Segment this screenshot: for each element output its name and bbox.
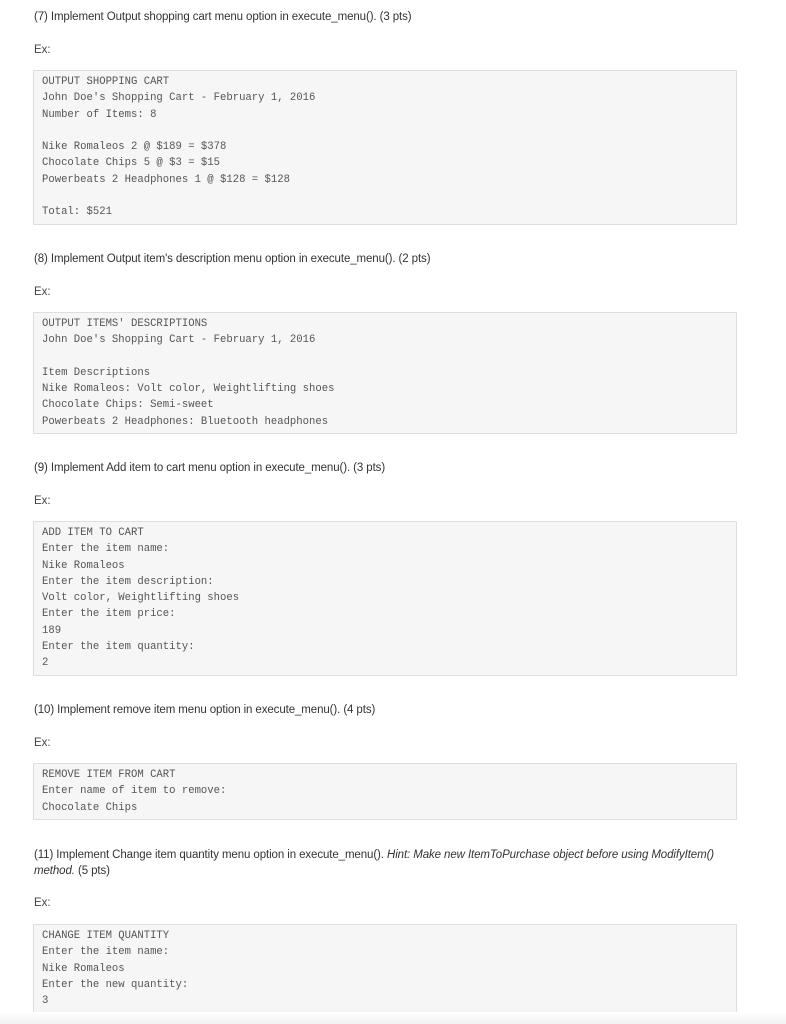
section-11-heading — [34, 847, 734, 879]
section-10-code-example — [33, 763, 737, 820]
code-line: Nike Romaleos 2 @ $189 = $378 — [42, 141, 227, 154]
code-line: REMOVE ITEM FROM CART — [42, 769, 176, 781]
code-line: OUTPUT SHOPPING CART — [42, 76, 170, 88]
code-line: Chocolate Chips — [42, 801, 138, 814]
section-8-ex-label: Ex: — [34, 286, 51, 298]
code-line: 189 — [42, 624, 62, 637]
code-line: John Doe's Shopping Cart - February 1, 2016 — [42, 92, 316, 105]
section-10-heading: (10) Implement remove item menu option in execute_menu(). (4 pts) — [34, 704, 376, 716]
code-blank-line — [42, 349, 728, 365]
section-10-ex-label: Ex: — [34, 737, 51, 749]
code-line: Enter the item name: — [42, 946, 170, 959]
section-11-heading-hint: Hint: Make new ItemToPurchase object before using ModifyItem() method. — [34, 849, 715, 877]
section-9-ex-label: Ex: — [34, 495, 51, 507]
code-line: Enter name of item to remove: — [42, 785, 227, 798]
code-blank-line — [42, 123, 728, 139]
section-9-code-example — [33, 521, 737, 676]
section-11-code-example — [33, 924, 737, 1013]
code-line: Nike Romaleos: Volt color, Weightlifting shoes — [42, 383, 335, 396]
code-line: OUTPUT ITEMS' DESCRIPTIONS — [42, 318, 208, 330]
section-11-ex-label: Ex: — [34, 897, 51, 909]
code-line: Nike Romaleos — [42, 559, 125, 572]
section-8-code-example — [33, 312, 737, 434]
code-line: Chocolate Chips 5 @ $3 = $15 — [42, 157, 221, 170]
code-line: Total: $521 — [42, 206, 112, 219]
code-line: 2 — [42, 657, 49, 670]
code-line: 3 — [42, 995, 49, 1008]
section-7-code-example — [33, 70, 737, 225]
code-line: Enter the item name: — [42, 543, 170, 556]
code-line: Enter the new quantity: — [42, 978, 189, 991]
code-line: ADD ITEM TO CART — [42, 527, 144, 539]
code-line: Volt color, Weightlifting shoes — [42, 592, 240, 605]
code-line: CHANGE ITEM QUANTITY — [42, 930, 170, 942]
code-line: Powerbeats 2 Headphones 1 @ $128 = $128 — [42, 173, 290, 186]
code-line: Enter the item price: — [42, 608, 176, 621]
code-line: Nike Romaleos — [42, 962, 125, 975]
code-line: Chocolate Chips: Semi-sweet — [42, 399, 214, 412]
code-blank-line — [42, 188, 728, 204]
code-line: Enter the item quantity: — [42, 641, 195, 654]
code-line: Number of Items: 8 — [42, 108, 157, 121]
code-line: Enter the item description: — [42, 575, 214, 588]
section-7-heading: (7) Implement Output shopping cart menu option in execute_menu(). (3 pts) — [34, 11, 412, 23]
code-line: John Doe's Shopping Cart - February 1, 2016 — [42, 334, 316, 347]
code-line: Item Descriptions — [42, 366, 151, 379]
code-line: Powerbeats 2 Headphones: Bluetooth headphones — [42, 415, 329, 428]
section-11-heading-main: (11) Implement Change item quantity menu option in execute_menu(). — [34, 849, 384, 861]
page-bottom-edge — [0, 1012, 786, 1024]
section-11-heading-points: (5 pts) — [77, 865, 110, 877]
section-7-ex-label: Ex: — [34, 44, 51, 56]
section-9-heading: (9) Implement Add item to cart menu option in execute_menu(). (3 pts) — [34, 462, 386, 474]
section-8-heading: (8) Implement Output item's description menu option in execute_menu(). (2 pts) — [34, 253, 431, 265]
